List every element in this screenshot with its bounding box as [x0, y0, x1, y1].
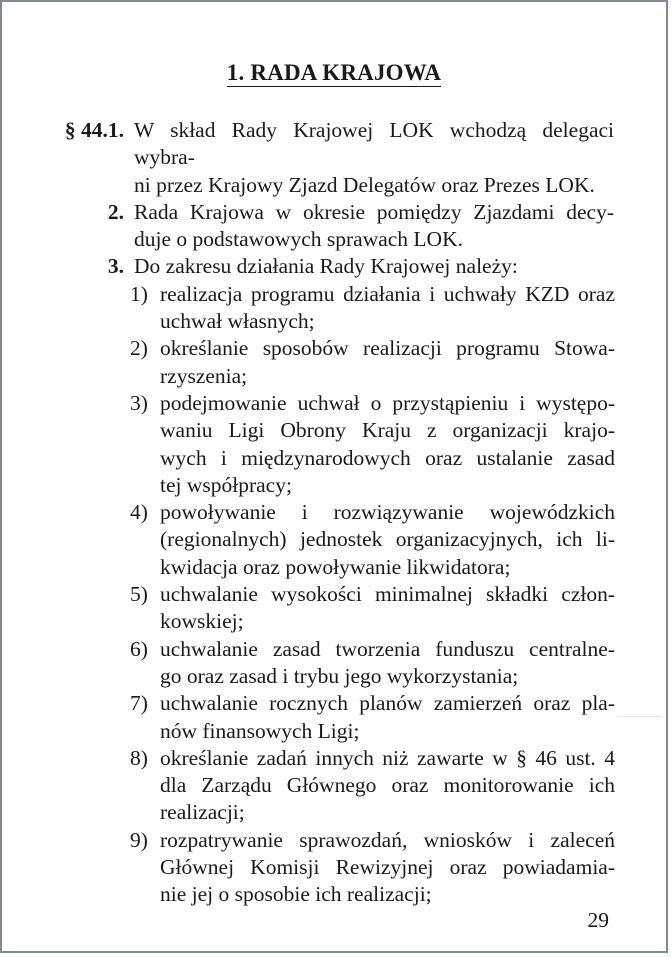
text-line: rzyszenia; [160, 363, 248, 388]
paragraph-text [134, 253, 614, 280]
list-item [2, 335, 662, 390]
margin-rule [617, 716, 662, 717]
paragraph-text [134, 199, 614, 254]
text-line: określanie sposobów realizacji programu Stowa- [160, 336, 615, 361]
list-item [2, 499, 662, 581]
text-line: ni przez Krajowy Zjazd Delegatów oraz Prezes LOK. [134, 172, 595, 197]
text-line: powoływanie i rozwiązywanie wojewódzkich [160, 500, 615, 525]
text-line: Do zakresu działania Rady Krajowej należy: [134, 254, 518, 279]
text-line: uchwalanie rocznych planów zamierzeń oraz pla- [160, 691, 615, 716]
text-line: podejmowanie uchwał o przystąpieniu i występo- [160, 390, 615, 415]
section-title-text: 1. RADA KRAJOWA [226, 60, 442, 85]
text-line: kwidacja oraz powoływanie likwidatora; [160, 554, 511, 579]
list-item [2, 281, 662, 336]
paragraph [2, 253, 662, 280]
text-line: W skład Rady Krajowej LOK wchodzą delegaci wybra- [134, 118, 614, 170]
text-line: Rada Krajowa w okresie pomiędzy Zjazdami decy- [134, 199, 614, 224]
list-item-text [160, 636, 615, 691]
list-item-number: 5) [130, 582, 148, 607]
list-item-text [160, 827, 615, 909]
text-line: uchwalanie wysokości minimalnej składki człon- [160, 582, 615, 607]
list-item-text [160, 499, 615, 581]
section-title [2, 60, 666, 86]
text-line: wych i międzynarodowych oraz ustalanie zasad [160, 445, 615, 470]
list-item-number: 2) [130, 336, 148, 361]
text-line: nów finansowych Ligi; [160, 718, 360, 743]
list-item-number: 8) [130, 745, 148, 770]
paragraph [2, 199, 662, 254]
list-item-text [160, 335, 615, 390]
list-item [2, 690, 662, 745]
text-line: rozpatrywanie sprawozdań, wniosków i zaleceń [160, 827, 615, 852]
list-item-text [160, 281, 615, 336]
list-item-number: 1) [130, 281, 148, 306]
list-item [2, 636, 662, 691]
text-line: uchwał własnych; [160, 309, 315, 334]
text-line: Głównej Komisji Rewizyjnej oraz powiadamia- [160, 855, 615, 880]
paragraph-number: 2. [107, 199, 124, 224]
list-item-number: 6) [130, 636, 148, 661]
list-item-number: 7) [130, 691, 148, 716]
document-body [2, 117, 662, 909]
text-line: (regionalnych) jednostek organizacyjnych, ich li- [160, 527, 615, 552]
text-line: waniu Ligi Obrony Kraju z organizacji krajo- [160, 418, 615, 443]
text-line: określanie zadań innych niż zawarte w § 46 ust. 4 [160, 745, 615, 770]
list-item-number: 3) [130, 390, 148, 415]
paragraph-number: § 44.1. [64, 118, 124, 142]
text-line: dla Zarządu Głównego oraz monitorowanie ich [160, 773, 615, 798]
text-line: duje o podstawowych sprawach LOK. [134, 227, 463, 252]
paragraph [2, 117, 662, 199]
list-item-text [160, 390, 615, 499]
paragraph-number: 3. [107, 254, 124, 279]
list-item [2, 390, 662, 499]
list-item-text [160, 690, 615, 745]
list-item-text [160, 581, 615, 636]
list-item-number: 4) [130, 500, 148, 525]
paragraph-text [134, 117, 614, 199]
text-line: tej współpracy; [160, 472, 292, 497]
text-line: realizacji; [160, 800, 245, 825]
list-item [2, 581, 662, 636]
page-number: 29 [587, 908, 609, 932]
text-line: kowskiej; [160, 609, 244, 634]
list-item-number: 9) [130, 827, 148, 852]
list-item [2, 827, 662, 909]
list-item [2, 745, 662, 827]
text-line: uchwalanie zasad tworzenia funduszu centralne- [160, 636, 615, 661]
list-item-text [160, 745, 615, 827]
text-line: go oraz zasad i trybu jego wykorzystania; [160, 663, 519, 688]
text-line: realizacja programu działania i uchwały KZD oraz [160, 281, 615, 306]
text-line: nie jej o sposobie ich realizacji; [160, 882, 432, 907]
